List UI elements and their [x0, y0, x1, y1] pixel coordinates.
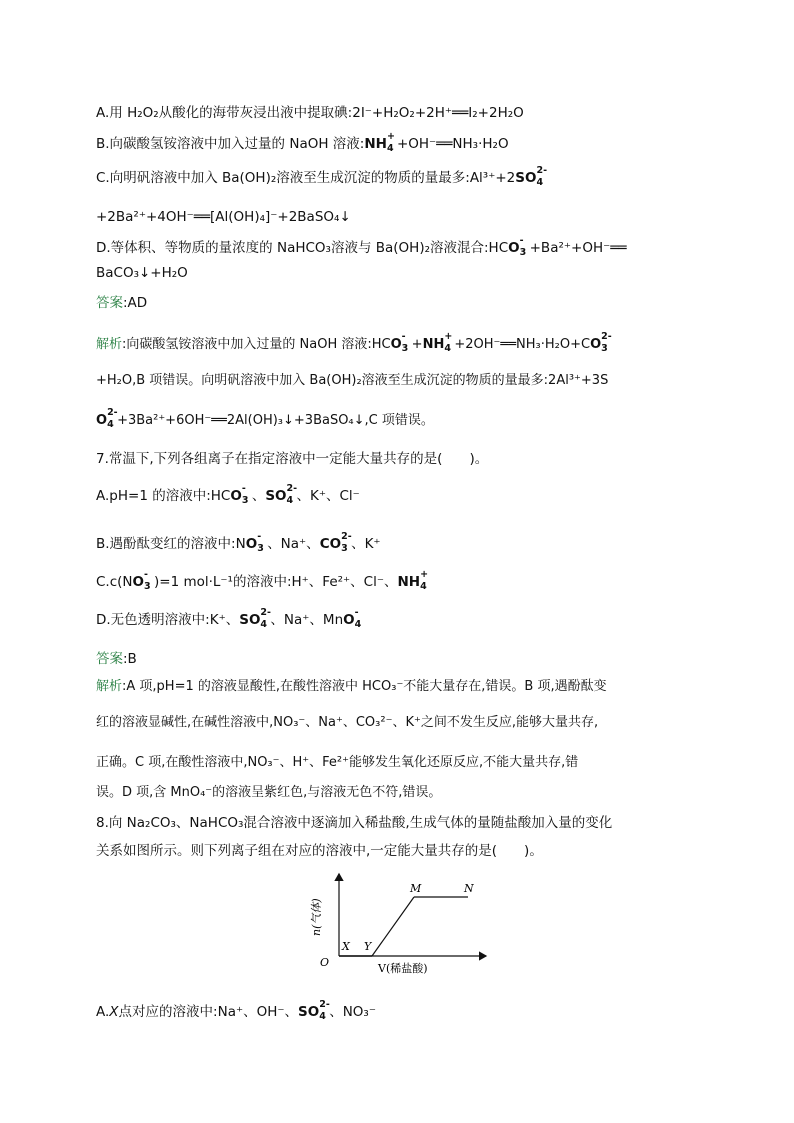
q8-stem-line2: 关系如图所示。则下列离子组在对应的溶液中,一定能大量共存的是( )。	[96, 843, 543, 859]
y-axis-label: n(气体)	[310, 898, 323, 936]
q7-option-c: C.c(NO - 3 )=1 mol·L⁻¹的溶液中:H⁺、Fe²⁺、Cl⁻、NH + 4	[96, 569, 429, 592]
q7-explanation-line1: 解析:A 项,pH=1 的溶液显酸性,在酸性溶液中 HCO₃⁻不能大量存在,错误。B 项,遇酚酞变	[96, 679, 607, 694]
q6-option-a: A.用 H₂O₂从酸化的海带灰浸出液中提取碘:2I⁻+H₂O₂+2H⁺══I₂+2H₂O	[96, 105, 524, 121]
q7-option-d: D.无色透明溶液中:K⁺、SO 2- 4 、Na⁺、MnO - 4	[96, 607, 362, 630]
q6-option-b: B.向碳酸氢铵溶液中加入过量的 NaOH 溶液:NH + 4 +OH⁻══NH₃·H₂O	[96, 131, 509, 154]
q8-option-a: A.X点对应的溶液中:Na⁺、OH⁻、SO 2- 4 、NO₃⁻	[96, 999, 376, 1022]
ion-o3: O - 3	[508, 235, 527, 258]
q7-answer: 答案:B	[96, 651, 137, 667]
q8-stem-line1: 8.向 Na₂CO₃、NaHCO₃混合溶液中逐滴加入稀盐酸,生成气体的量随盐酸加入量的变化	[96, 815, 613, 831]
q6-option-d-cont: BaCO₃↓+H₂O	[96, 265, 188, 281]
ion-nh4: NH + 4	[364, 131, 395, 154]
q7-stem: 7.常温下,下列各组离子在指定溶液中一定能大量共存的是( )。	[96, 451, 489, 467]
q6-explanation-line3: O 2- 4 +3Ba²⁺+6OH⁻══2Al(OH)₃↓+3BaSO₄↓,C 项错误。	[96, 407, 434, 430]
point-x-label: X	[342, 940, 350, 953]
q6-option-c: C.向明矾溶液中加入 Ba(OH)₂溶液至生成沉淀的物质的量最多:Al³⁺+2SO 2- 4	[96, 165, 548, 188]
curve-rise	[372, 897, 414, 956]
q7-explanation-line4: 误。D 项,含 MnO₄⁻的溶液呈紫红色,与溶液无色不符,错误。	[96, 785, 442, 800]
q8-graph	[306, 868, 496, 978]
q6-answer: 答案:AD	[96, 295, 148, 311]
q6-option-c-cont: +2Ba²⁺+4OH⁻══[Al(OH)₄]⁻+2BaSO₄↓	[96, 209, 351, 225]
origin-label: O	[320, 956, 330, 969]
point-n-label: N	[464, 882, 474, 895]
q7-option-b: B.遇酚酞变红的溶液中:NO - 3 、Na⁺、CO 2- 3 、K⁺	[96, 531, 381, 554]
ion-so4: SO 2- 4	[515, 165, 548, 188]
q7-explanation-line2: 红的溶液显碱性,在碱性溶液中,NO₃⁻、Na⁺、CO₃²⁻、K⁺之间不发生反应,能够大量共存,	[96, 715, 599, 730]
x-axis-label: V(稀盐酸)	[378, 962, 428, 975]
point-y-label: Y	[364, 940, 372, 953]
q6-explanation-line1: 解析:向碳酸氢铵溶液中加入过量的 NaOH 溶液:HCO - 3 +NH + 4 +2OH⁻══NH₃·H₂O+CO 2- 3	[96, 331, 612, 354]
q7-option-a: A.pH=1 的溶液中:HCO - 3 、SO 2- 4 、K⁺、Cl⁻	[96, 483, 360, 506]
q6-option-d: D.等体积、等物质的量浓度的 NaHCO₃溶液与 Ba(OH)₂溶液混合:HCO - 3 +Ba²⁺+OH⁻══	[96, 235, 627, 258]
q7-explanation-line3: 正确。C 项,在酸性溶液中,NO₃⁻、H⁺、Fe²⁺能够发生氧化还原反应,不能大量共存,错	[96, 755, 579, 770]
point-m-label: M	[410, 882, 422, 895]
q6-explanation-line2: +H₂O,B 项错误。向明矾溶液中加入 Ba(OH)₂溶液至生成沉淀的物质的量最多:2Al³⁺+3S	[96, 373, 609, 388]
